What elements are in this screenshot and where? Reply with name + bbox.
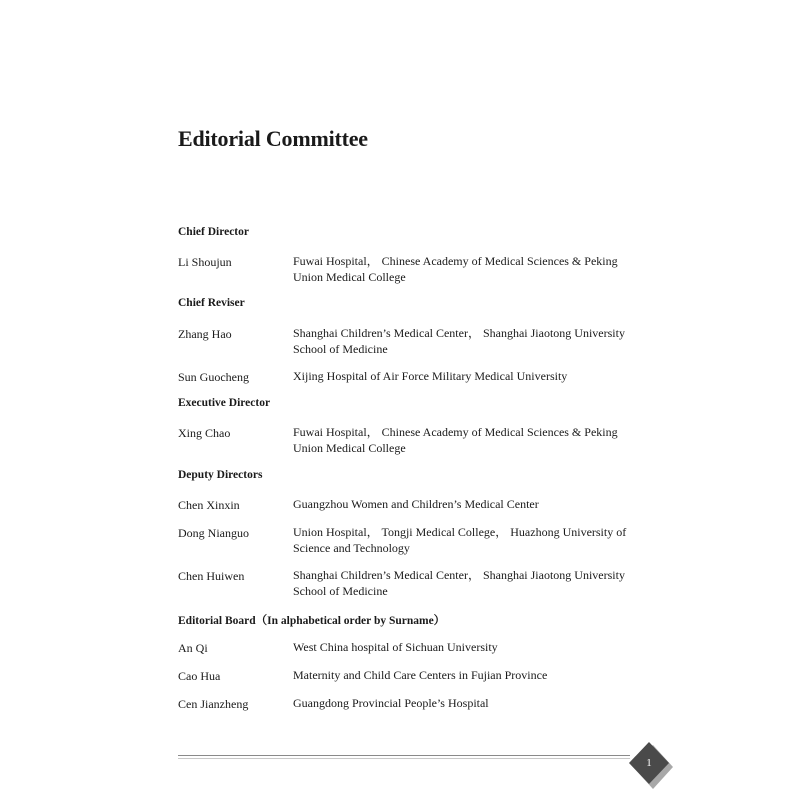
page-number-badge	[621, 737, 677, 793]
entry-name: Chen Xinxin	[178, 498, 240, 512]
section-heading-executive-director: Executive Director	[178, 397, 271, 409]
entry-affiliation: West China hospital of Sichuan University	[293, 640, 498, 654]
entry-name: Cao Hua	[178, 669, 221, 683]
footer-rule-shadow	[178, 758, 630, 759]
entry-name: Sun Guocheng	[178, 370, 249, 384]
section-heading-editorial-board: Editorial Board（In alphabetical order by Surname）	[178, 615, 446, 627]
footer-rule	[178, 755, 630, 756]
entry-affiliation: Guangdong Provincial People’s Hospital	[293, 696, 489, 710]
entry-name: Dong Nianguo	[178, 526, 249, 540]
entry-name: Li Shoujun	[178, 255, 232, 269]
entry-name: Xing Chao	[178, 426, 231, 440]
entry-affiliation: Fuwai Hospital， Chinese Academy of Medical Sciences & Peking Union Medical College	[293, 425, 618, 455]
entry-affiliation: Shanghai Children’s Medical Center， Shanghai Jiaotong University School of Medicine	[293, 326, 625, 356]
entry-affiliation: Shanghai Children’s Medical Center， Shanghai Jiaotong University School of Medicine	[293, 568, 625, 598]
page-title: Editorial Committee	[178, 126, 368, 151]
entry-affiliation: Union Hospital， Tongji Medical College， Huazhong University of Science and Technology	[293, 525, 627, 555]
entry-name: Chen Huiwen	[178, 569, 245, 583]
entry-name: Cen Jianzheng	[178, 697, 249, 711]
entry-name: An Qi	[178, 641, 208, 655]
section-heading-chief-reviser: Chief Reviser	[178, 297, 245, 309]
entry-affiliation: Fuwai Hospital， Chinese Academy of Medical Sciences & Peking Union Medical College	[293, 254, 618, 284]
entry-affiliation: Xijing Hospital of Air Force Military Medical University	[293, 369, 568, 383]
section-heading-deputy-directors: Deputy Directors	[178, 469, 263, 481]
section-heading-chief-director: Chief Director	[178, 226, 249, 238]
entry-affiliation: Guangzhou Women and Children’s Medical Center	[293, 497, 539, 511]
entry-name: Zhang Hao	[178, 327, 232, 341]
entry-affiliation: Maternity and Child Care Centers in Fujian Province	[293, 668, 548, 682]
page-number: 1	[646, 757, 652, 769]
